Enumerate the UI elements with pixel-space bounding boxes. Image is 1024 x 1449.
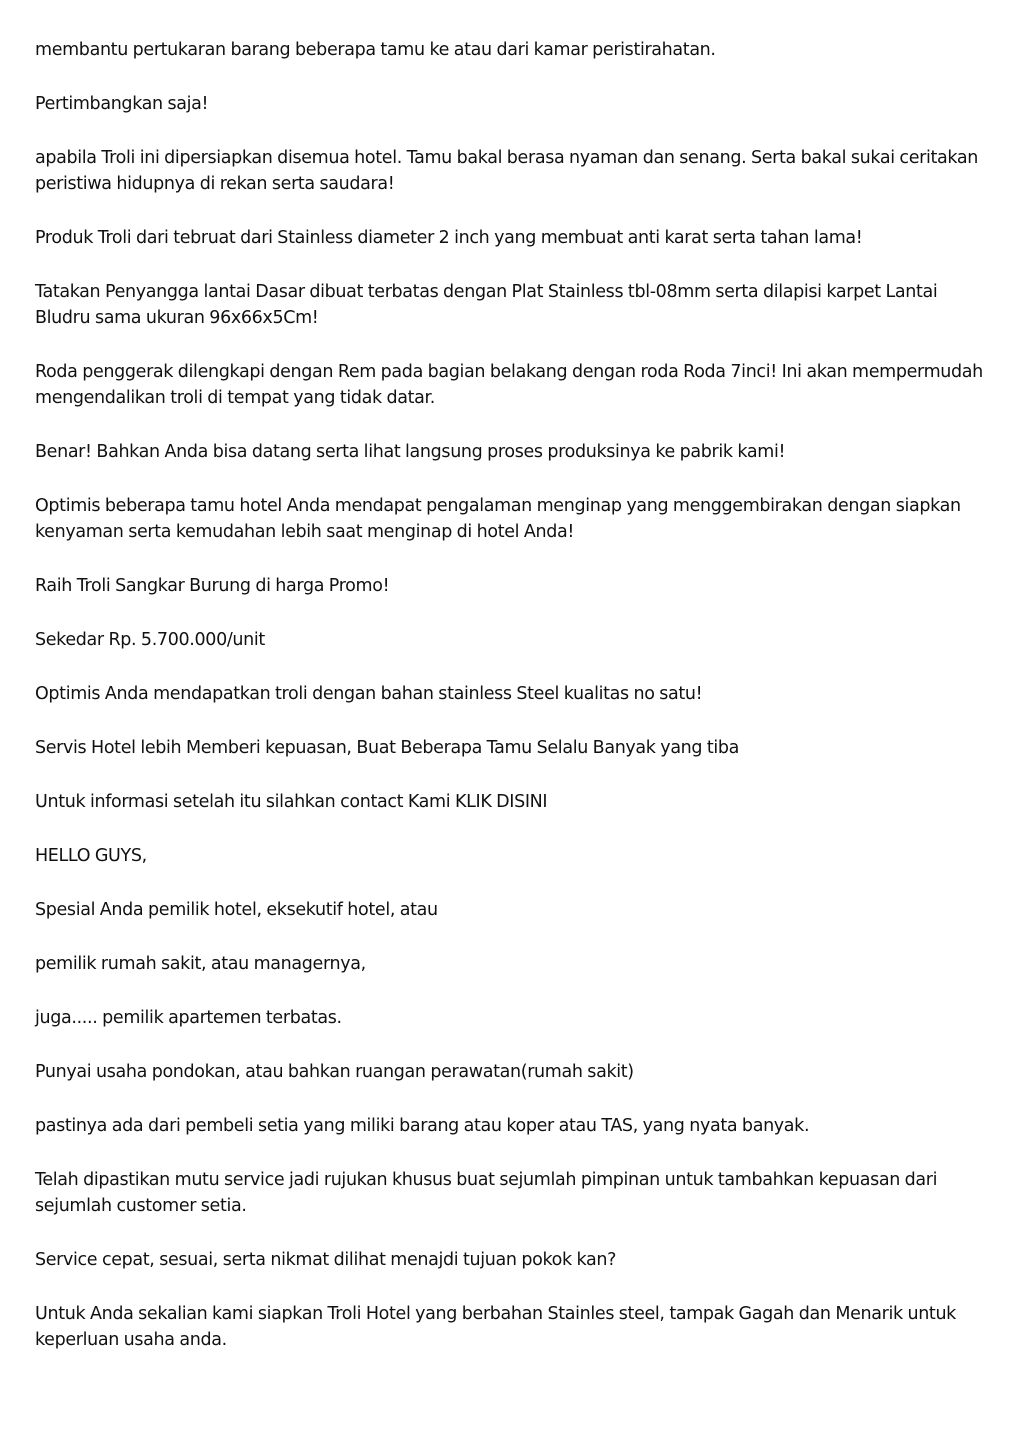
paragraph-quality: Optimis Anda mendapatkan troli dengan bahan stainless Steel kualitas no satu! [35,684,703,704]
paragraph-guest-experience: Optimis beberapa tamu hotel Anda mendapat pengalaman menginap yang menggembirakan dengan siapkan kenyaman serta kemudahan lebih saat menginap di hotel Anda! [35,496,961,542]
paragraph-audience-hospital: pemilik rumah sakit, atau managernya, [35,954,366,974]
paragraph-intro-exchange: membantu pertukaran barang beberapa tamu ke atau dari kamar peristirahatan. [35,40,716,60]
paragraph-factory-visit: Benar! Bahkan Anda bisa datang serta lihat langsung proses produksinya ke pabrik kami! [35,442,786,462]
paragraph-product-material: Produk Troli dari tebruat dari Stainless diameter 2 inch yang membuat anti karat serta tahan lama! [35,228,863,248]
paragraph-audience-apartment: juga..... pemilik apartemen terbatas. [35,1008,342,1028]
paragraph-service-quality: Telah dipastikan mutu service jadi rujukan khusus buat sejumlah pimpinan untuk tambahkan kepuasan dari sejumlah customer setia. [35,1170,938,1216]
document-body [35,37,995,1381]
paragraph-service: Servis Hotel lebih Memberi kepuasan, Buat Beberapa Tamu Selalu Banyak yang tiba [35,738,740,758]
paragraph-base-plate: Tatakan Penyangga lantai Dasar dibuat terbatas dengan Plat Stainless tbl-08mm serta dilapisi karpet Lantai Bludru sama ukuran 96x66x5Cm! [35,282,938,328]
paragraph-price: Sekedar Rp. 5.700.000/unit [35,630,265,650]
paragraph-contact: Untuk informasi setelah itu silahkan contact Kami KLIK DISINI [35,792,548,812]
paragraph-hotel-benefit: apabila Troli ini dipersiapkan disemua hotel. Tamu bakal berasa nyaman dan senang. Serta bakal sukai ceritakan peristiwa hidupnya di rekan serta saudara! [35,148,978,194]
paragraph-promo-headline: Raih Troli Sangkar Burung di harga Promo! [35,576,390,596]
paragraph-fast-service: Service cepat, sesuai, serta nikmat dilihat menajdi tujuan pokok kan? [35,1250,617,1270]
paragraph-lodging-business: Punyai usaha pondokan, atau bahkan ruangan perawatan(rumah sakit) [35,1062,634,1082]
paragraph-greeting: HELLO GUYS, [35,846,147,866]
paragraph-offer: Untuk Anda sekalian kami siapkan Troli Hotel yang berbahan Stainles steel, tampak Gagah dan Menarik untuk keperluan usaha anda. [35,1304,956,1350]
paragraph-consider: Pertimbangkan saja! [35,94,209,114]
paragraph-loyal-customers: pastinya ada dari pembeli setia yang miliki barang atau koper atau TAS, yang nyata banyak. [35,1116,810,1136]
paragraph-audience-hotel: Spesial Anda pemilik hotel, eksekutif hotel, atau [35,900,438,920]
paragraph-wheels: Roda penggerak dilengkapi dengan Rem pada bagian belakang dengan roda Roda 7inci! Ini akan mempermudah mengendalikan troli di tempat yang tidak datar. [35,362,983,408]
